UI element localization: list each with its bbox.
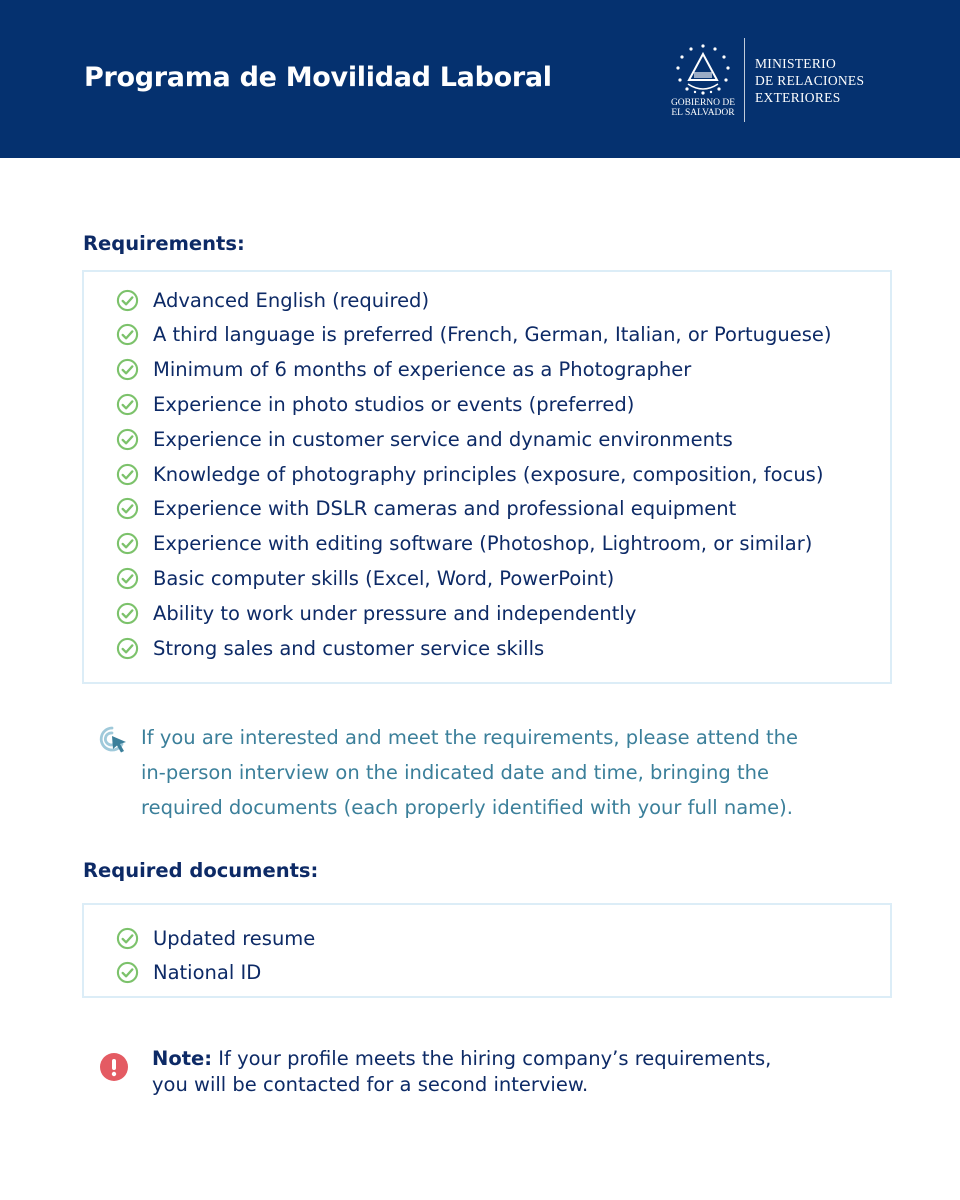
check-circle-icon: [116, 289, 139, 312]
list-item-text: A third language is preferred (French, German, Italian, or Portuguese): [153, 323, 832, 347]
pointer-click-icon: [98, 724, 130, 756]
page-title: Programa de Movilidad Laboral: [84, 62, 552, 93]
list-item: [116, 285, 429, 315]
list-item: [116, 923, 315, 953]
list-item: [116, 633, 544, 663]
note-line-2: you will be contacted for a second interview.: [152, 1073, 589, 1096]
list-item-text: National ID: [153, 961, 262, 984]
ministry-name: MINISTERIO DE RELACIONES EXTERIORES: [755, 56, 865, 105]
list-item: [116, 320, 832, 350]
list-item: [116, 494, 736, 524]
check-circle-icon: [116, 637, 139, 660]
header-banner: [0, 0, 960, 158]
list-item-text: Updated resume: [153, 926, 316, 950]
list-item-text: Knowledge of photography principles (exposure, composition, focus): [153, 462, 824, 486]
check-circle-icon: [116, 497, 139, 520]
list-item: [116, 529, 812, 559]
list-item-text: Ability to work under pressure and independently: [153, 601, 637, 625]
header-divider: [744, 38, 745, 122]
list-item-text: Experience in photo studios or events (preferred): [153, 392, 635, 416]
check-circle-icon: [116, 927, 139, 950]
check-circle-icon: [116, 323, 139, 346]
check-circle-icon: [116, 602, 139, 625]
check-circle-icon: [116, 532, 139, 555]
list-item-text: Experience with editing software (Photoshop, Lightroom, or similar): [153, 532, 813, 556]
list-item: [116, 424, 733, 454]
requirements-title: Requirements:: [83, 232, 245, 255]
list-item: [116, 459, 823, 489]
check-circle-icon: [116, 428, 139, 451]
exclamation-circle-icon: [99, 1052, 129, 1082]
documents-title: Required documents:: [83, 859, 319, 882]
note-line-1: If your profile meets the hiring company’s requirements,: [218, 1047, 772, 1070]
list-item: [116, 563, 614, 593]
list-item: [116, 389, 634, 419]
info-message: If you are interested and meet the requirements, please attend the in-person interview on the indicated date and time, bringing the required documents (each properly identified with your full name).: [141, 726, 799, 819]
list-item: [116, 958, 261, 988]
check-circle-icon: [116, 358, 139, 381]
note-label: Note:: [152, 1047, 213, 1070]
list-item-text: Experience with DSLR cameras and professional equipment: [153, 497, 737, 521]
check-circle-icon: [116, 567, 139, 590]
list-item-text: Advanced English (required): [153, 288, 430, 312]
list-item: [116, 355, 691, 385]
check-circle-icon: [116, 393, 139, 416]
list-item-text: Minimum of 6 months of experience as a Photographer: [153, 358, 692, 382]
list-item-text: Basic computer skills (Excel, Word, PowerPoint): [153, 566, 615, 590]
seal-caption: GOBIERNO DE EL SALVADOR: [670, 98, 736, 118]
list-item: [116, 598, 636, 628]
check-circle-icon: [116, 463, 139, 486]
check-circle-icon: [116, 961, 139, 984]
list-item-text: Strong sales and customer service skills: [153, 636, 545, 660]
note-message: [152, 1046, 771, 1098]
list-item-text: Experience in customer service and dynamic environments: [153, 427, 733, 451]
